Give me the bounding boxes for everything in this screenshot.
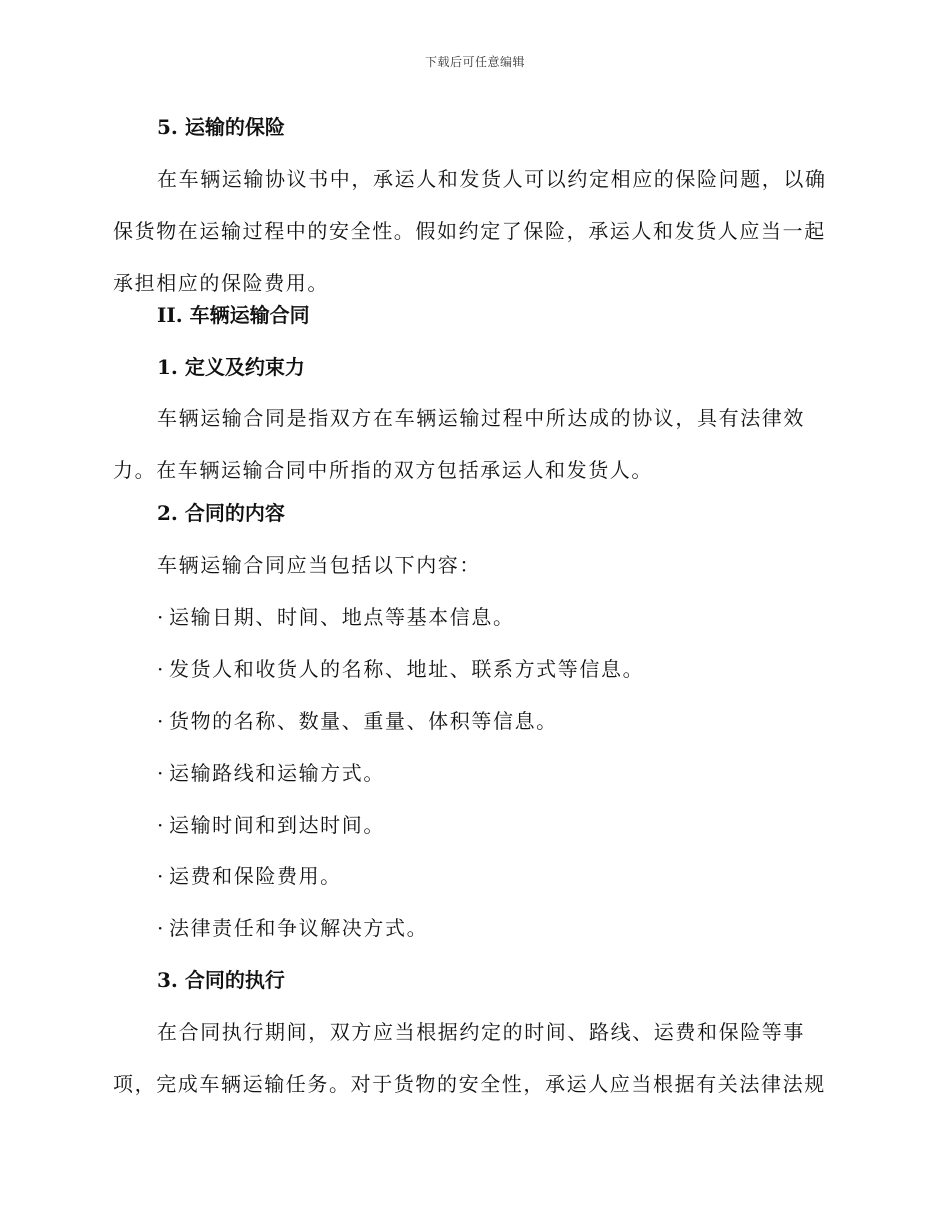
list-item-text: 运输日期、时间、地点等基本信息。 xyxy=(168,605,515,629)
list-item-text: 运费和保险费用。 xyxy=(168,864,342,888)
list-item xyxy=(157,811,385,839)
bullet-icon: · xyxy=(157,864,165,888)
list-item-text: 发货人和收货人的名称、地址、联系方式等信息。 xyxy=(168,657,645,681)
list-item-text: 运输路线和运输方式。 xyxy=(168,761,385,785)
content-intro-text: 车辆运输合同应当包括以下内容： xyxy=(157,553,481,577)
list-item xyxy=(157,759,385,787)
paragraph-execution: 在合同执行期间，双方应当根据约定的时间、路线、运费和保险等事项，完成车辆运输任务。对于货物的安全性，承运人应当根据有关法律法规 xyxy=(113,1020,826,1096)
list-item xyxy=(157,707,558,735)
section-heading-execution: 3. 合同的执行 xyxy=(157,968,285,992)
section-heading-definition: 1. 定义及约束力 xyxy=(157,355,305,379)
section-heading-insurance: 5. 运输的保险 xyxy=(157,115,285,139)
bullet-icon: · xyxy=(157,709,165,733)
list-item xyxy=(157,655,644,683)
paragraph-insurance: 在车辆运输协议书中，承运人和发货人可以约定相应的保险问题，以确保货物在运输过程中的安全性。假如约定了保险，承运人和发货人应当一起承担相应的保险费用。 xyxy=(113,167,827,295)
page-header: 下载后可任意编辑 xyxy=(424,55,525,69)
list-item-text: 运输时间和到达时间。 xyxy=(168,813,385,837)
bullet-icon: · xyxy=(157,761,165,785)
bullet-icon: · xyxy=(157,605,165,629)
bullet-icon: · xyxy=(157,813,165,837)
section-heading-content: 2. 合同的内容 xyxy=(157,501,285,525)
list-item xyxy=(157,914,428,942)
list-item-text: 货物的名称、数量、重量、体积等信息。 xyxy=(168,709,558,733)
paragraph-definition: 车辆运输合同是指双方在车辆运输过程中所达成的协议，具有法律效力。在车辆运输合同中所指的双方包括承运人和发货人。 xyxy=(113,406,805,482)
list-item xyxy=(157,862,342,890)
list-item xyxy=(157,603,515,631)
section-heading-contract: II. 车辆运输合同 xyxy=(157,303,310,327)
list-item-text: 法律责任和争议解决方式。 xyxy=(168,916,429,940)
bullet-icon: · xyxy=(157,657,165,681)
bullet-icon: · xyxy=(157,916,165,940)
